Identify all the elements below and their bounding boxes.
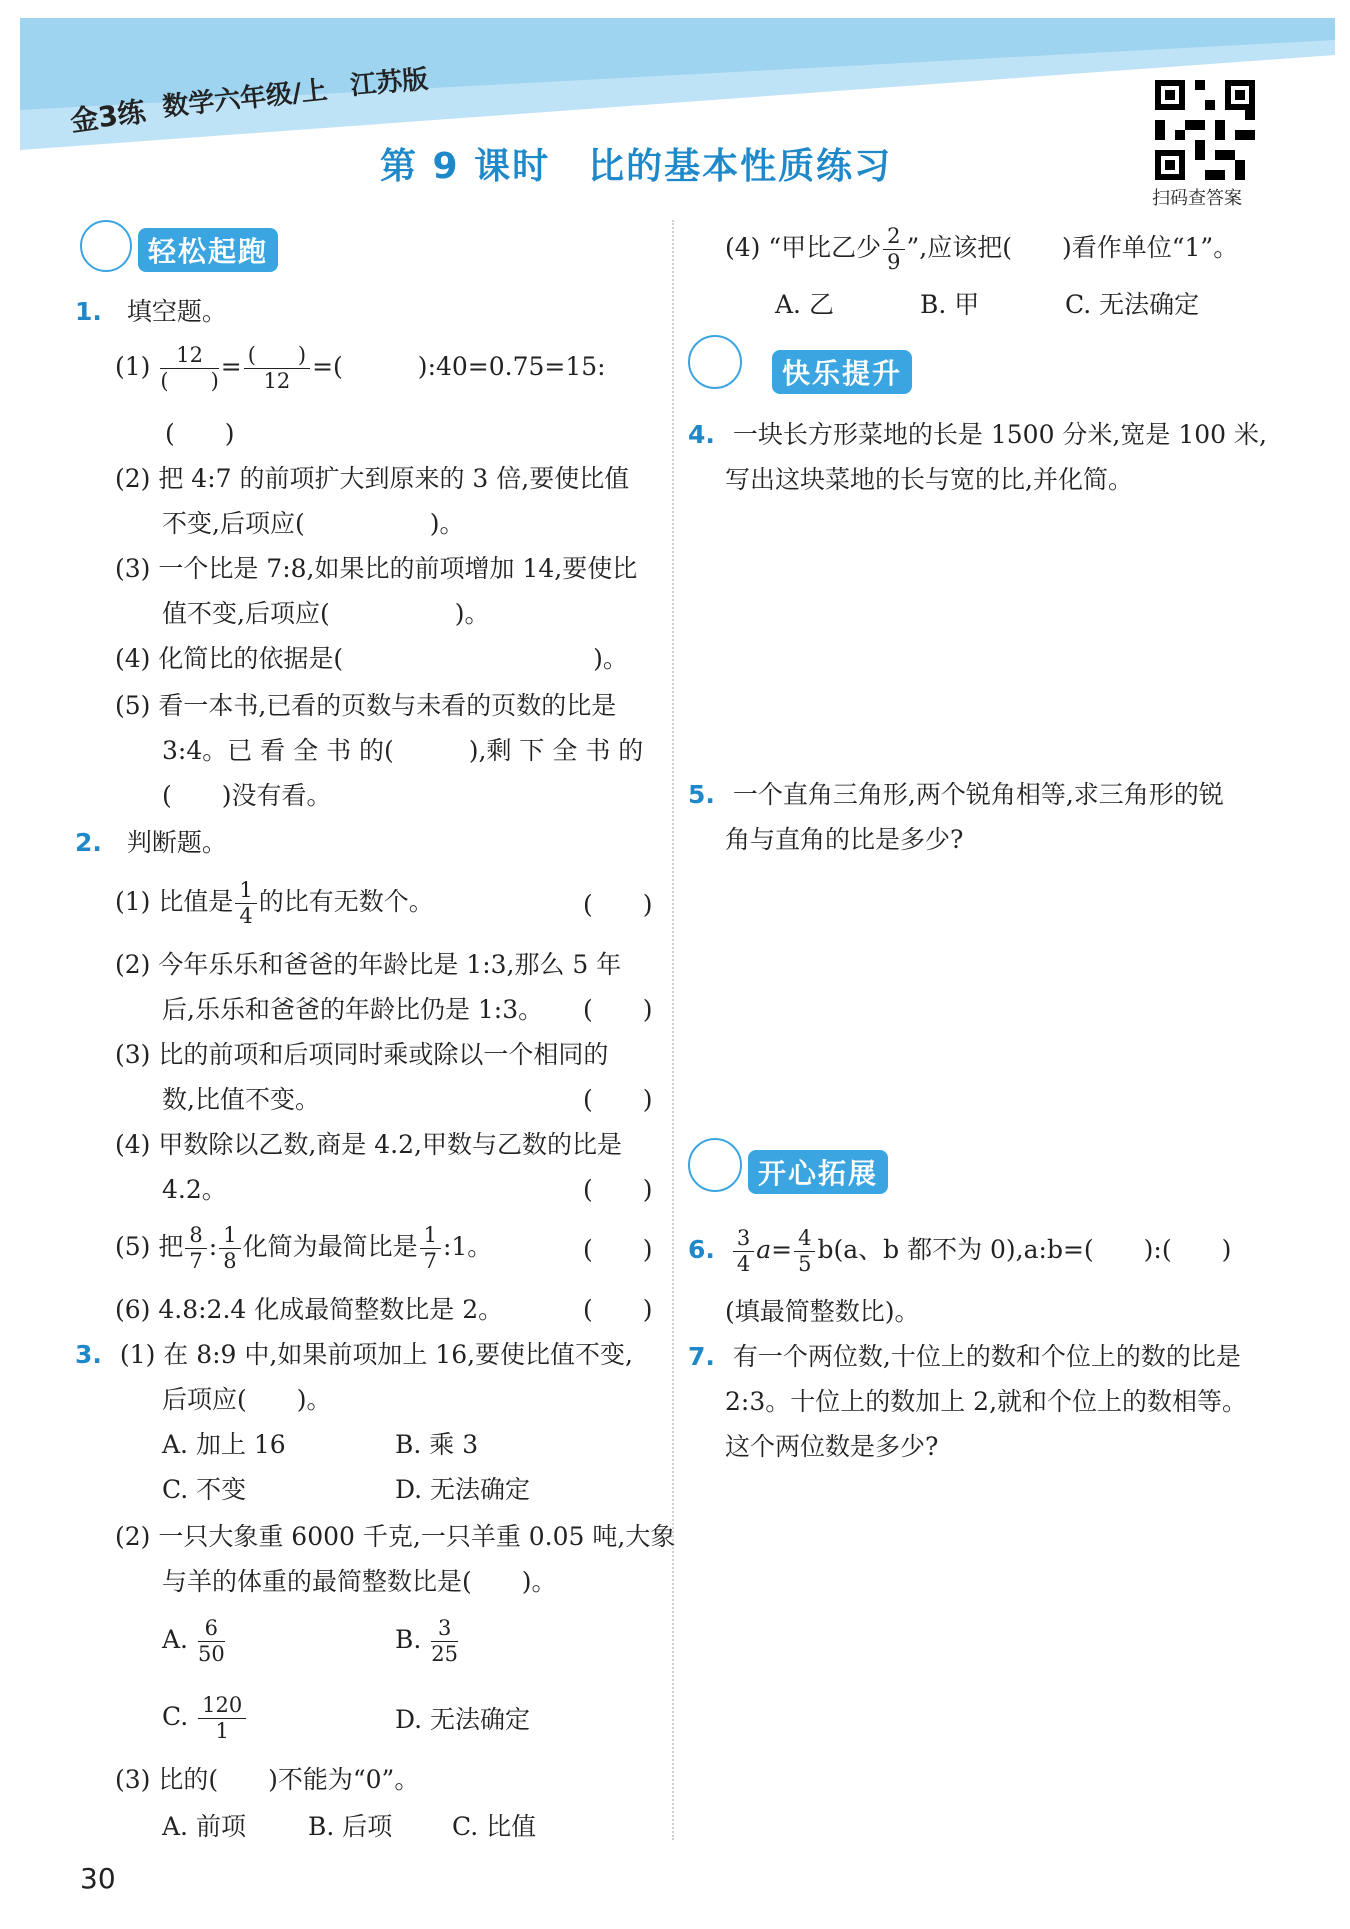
qr-label: 扫码查答案 <box>1152 188 1242 209</box>
q2-part2-line1: (2) 今年乐乐和爸爸的年龄比是 1:3,那么 5 年 <box>115 950 622 979</box>
lesson-title: 第 9 课时 比的基本性质练习 <box>380 146 893 187</box>
q5-number: 5. <box>688 780 715 809</box>
q2-judge-4[interactable]: ( ) <box>583 1175 653 1204</box>
q4-number: 4. <box>688 420 715 449</box>
q2-title: 判断题。 <box>126 828 227 857</box>
q2-number: 2. <box>75 828 102 857</box>
q5-line2: 角与直角的比是多少? <box>725 825 964 854</box>
q3-part1-option-c[interactable]: C. 不变 <box>162 1475 247 1504</box>
q3-part4-option-a[interactable]: A. 乙 <box>775 290 834 319</box>
q2-part4-line2: 4.2。 <box>162 1175 227 1204</box>
q3-part2-line1: (2) 一只大象重 6000 千克,一只羊重 0.05 吨,大象 <box>115 1522 676 1551</box>
q1-number: 1. <box>75 297 102 326</box>
q7-line3: 这个两位数是多少? <box>725 1432 939 1461</box>
q1-part4: (4) 化简比的依据是( )。 <box>115 644 628 673</box>
mascot-icon <box>80 220 132 272</box>
q2-judge-2[interactable]: ( ) <box>583 995 653 1024</box>
q2-part2-line2: 后,乐乐和爸爸的年龄比仍是 1:3。 <box>162 995 544 1024</box>
section-badge-easy-start: 轻松起跑 <box>138 228 278 272</box>
mascot-icon <box>688 335 742 389</box>
q3-part1-option-a[interactable]: A. 加上 16 <box>162 1430 286 1459</box>
q1-part3-line2: 值不变,后项应( )。 <box>162 599 490 628</box>
q1-part1-cont: ( ) <box>165 419 235 448</box>
q3-part4-option-b[interactable]: B. 甲 <box>920 290 980 319</box>
q1-part2-line2: 不变,后项应( )。 <box>162 509 465 538</box>
q7-line2: 2:3。十位上的数加上 2,就和个位上的数相等。 <box>725 1387 1248 1416</box>
q2-judge-1[interactable]: ( ) <box>583 890 653 919</box>
page-number: 30 <box>80 1862 116 1895</box>
section-badge-happy-improve: 快乐提升 <box>772 350 912 394</box>
q1-part5-line1: (5) 看一本书,已看的页数与未看的页数的比是 <box>115 691 617 720</box>
q3-part1-line2: 后项应( )。 <box>162 1385 332 1414</box>
q1-part5-line2: 3:4。已 看 全 书 的( ),剩 下 全 书 的 <box>162 736 644 765</box>
q3-number: 3. <box>75 1340 102 1369</box>
edition-label: 江苏版 <box>349 64 430 102</box>
q2-judge-5[interactable]: ( ) <box>583 1235 653 1264</box>
mascot-icon <box>688 1138 742 1192</box>
subject-label: 数学六年级/上 <box>161 75 329 123</box>
q2-part3-line2: 数,比值不变。 <box>162 1085 320 1114</box>
q6-line1: 6. $\frac{3}{4}$ a= $\frac{4}{5}$ b(a、b 都不为 0),a:b=( ):( ) <box>688 1226 1232 1276</box>
q2-part6: (6) 4.8:2.4 化成最简整数比是 2。 <box>115 1295 504 1324</box>
q5-line1: 一个直角三角形,两个锐角相等,求三角形的锐 <box>732 780 1224 809</box>
q1-part5-line3: ( )没有看。 <box>162 781 332 810</box>
q2-part4-line1: (4) 甲数除以乙数,商是 4.2,甲数与乙数的比是 <box>115 1130 622 1159</box>
q4-line2: 写出这块菜地的长与宽的比,并化简。 <box>725 465 1133 494</box>
qr-code[interactable] <box>1155 80 1255 180</box>
brand-logo: 金3练 <box>68 94 148 139</box>
q2-part1: (1) 比值是 $\frac{1}{4}$ 的比有无数个。 <box>115 878 434 928</box>
q3-part3-option-c[interactable]: C. 比值 <box>452 1812 537 1841</box>
q3-part2-option-a[interactable]: A. $\frac{6}{50}$ <box>162 1616 225 1666</box>
q7-line1: 有一个两位数,十位上的数和个位上的数的比是 <box>732 1342 1241 1371</box>
q3-part1-option-d[interactable]: D. 无法确定 <box>395 1475 531 1504</box>
section-badge-fun-extend: 开心拓展 <box>748 1150 888 1194</box>
q3-part2-option-d[interactable]: D. 无法确定 <box>395 1705 531 1734</box>
q3-part2-option-b[interactable]: B. $\frac{3}{25}$ <box>395 1616 459 1666</box>
q7-number: 7. <box>688 1342 715 1371</box>
q3-part1-option-b[interactable]: B. 乘 3 <box>395 1430 479 1459</box>
q3-part2-option-c[interactable]: C. $\frac{120}{1}$ <box>162 1695 248 1742</box>
q2-part3-line1: (3) 比的前项和后项同时乘或除以一个相同的 <box>115 1040 609 1069</box>
q1-part1: (1) $\frac{12}{( )}$ = $\frac{( )}{12}$ =( ):40=0.75=15: <box>115 343 606 393</box>
q1-part3-line1: (3) 一个比是 7:8,如果比的前项增加 14,要使比 <box>115 554 638 583</box>
q3-part3-option-b[interactable]: B. 后项 <box>308 1812 393 1841</box>
q1-part2-line1: (2) 把 4:7 的前项扩大到原来的 3 倍,要使比值 <box>115 464 630 493</box>
column-divider <box>672 220 674 1840</box>
q3-part2-line2: 与羊的体重的最简整数比是( )。 <box>162 1567 557 1596</box>
q3-part3: (3) 比的( )不能为“0”。 <box>115 1765 420 1794</box>
q3-part4-option-c[interactable]: C. 无法确定 <box>1065 290 1200 319</box>
q2-judge-3[interactable]: ( ) <box>583 1085 653 1114</box>
q3-part4: (4) “甲比乙少 $\frac{2}{9}$ ”,应该把( )看作单位“1”。 <box>725 224 1239 274</box>
q6-line2: (填最简整数比)。 <box>725 1297 920 1326</box>
q2-part5: (5) 把 $\frac{8}{7}$ : $\frac{1}{8}$ 化简为最简比是 $\frac{1}{7}$ :1。 <box>115 1223 493 1273</box>
q4-line1: 一块长方形菜地的长是 1500 分米,宽是 100 米, <box>732 420 1267 449</box>
q3-part1-line1: (1) 在 8:9 中,如果前项加上 16,要使比值不变, <box>119 1340 633 1369</box>
q2-judge-6[interactable]: ( ) <box>583 1295 653 1324</box>
q3-part3-option-a[interactable]: A. 前项 <box>162 1812 246 1841</box>
q1-title: 填空题。 <box>126 297 227 326</box>
